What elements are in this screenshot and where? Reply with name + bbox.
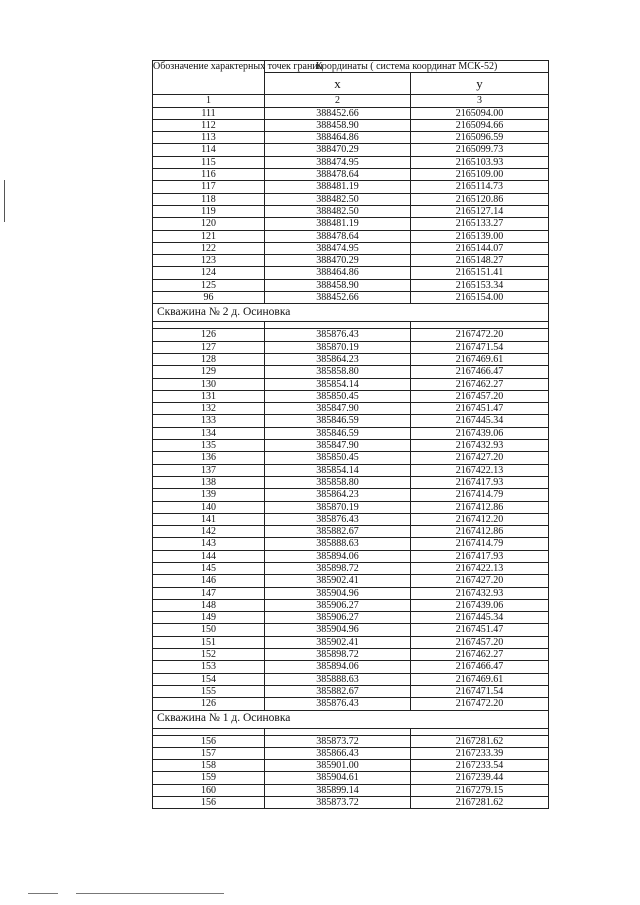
table-row xyxy=(153,440,549,452)
table-row xyxy=(153,784,549,796)
table-row xyxy=(153,772,549,784)
point-id-cell: 152 xyxy=(153,649,265,661)
y-coordinate-cell: 2167414.79 xyxy=(411,489,549,501)
y-coordinate-cell: 2167412.20 xyxy=(411,513,549,525)
x-coordinate-cell: 388481.19 xyxy=(265,218,411,230)
y-coordinate-cell: 2167469.61 xyxy=(411,353,549,365)
x-coordinate-cell: 385858.80 xyxy=(265,366,411,378)
table-row xyxy=(153,452,549,464)
y-coordinate-cell: 2167412.86 xyxy=(411,526,549,538)
point-id-cell: 120 xyxy=(153,218,265,230)
table-row xyxy=(153,587,549,599)
y-coordinate-cell: 2167417.93 xyxy=(411,550,549,562)
x-coordinate-cell: 388478.64 xyxy=(265,169,411,181)
table-row xyxy=(153,218,549,230)
point-id-cell: 96 xyxy=(153,292,265,304)
table-row xyxy=(153,279,549,291)
y-coordinate-cell: 2165099.73 xyxy=(411,144,549,156)
point-id-cell: 131 xyxy=(153,390,265,402)
column-number-row xyxy=(153,95,549,107)
x-coordinate-cell: 385847.90 xyxy=(265,440,411,452)
y-coordinate-cell: 2167466.47 xyxy=(411,366,549,378)
x-coordinate-cell: 388464.86 xyxy=(265,267,411,279)
point-id-cell: 125 xyxy=(153,279,265,291)
point-id-cell: 154 xyxy=(153,673,265,685)
x-coordinate-cell: 388470.29 xyxy=(265,255,411,267)
y-coordinate-cell: 2165144.07 xyxy=(411,242,549,254)
point-id-cell: 121 xyxy=(153,230,265,242)
y-coordinate-cell: 2165094.00 xyxy=(411,107,549,119)
section-title: Скважина № 2 д. Осиновка xyxy=(153,304,549,322)
y-coordinate-cell: 2167472.20 xyxy=(411,698,549,710)
margin-mark xyxy=(4,180,5,222)
y-coordinate-cell: 2167439.06 xyxy=(411,599,549,611)
point-id-cell: 142 xyxy=(153,526,265,538)
y-coordinate-cell: 2167432.93 xyxy=(411,440,549,452)
spacer-cell xyxy=(153,322,265,329)
x-coordinate-cell: 385876.43 xyxy=(265,698,411,710)
x-coordinate-cell: 385898.72 xyxy=(265,562,411,574)
point-id-cell: 124 xyxy=(153,267,265,279)
y-coordinate-cell: 2165096.59 xyxy=(411,132,549,144)
point-id-cell: 151 xyxy=(153,636,265,648)
x-coordinate-cell: 385864.23 xyxy=(265,489,411,501)
table-row xyxy=(153,685,549,697)
table-row xyxy=(153,747,549,759)
table-row xyxy=(153,329,549,341)
point-id-cell: 133 xyxy=(153,415,265,427)
column-number: 1 xyxy=(153,95,265,107)
x-coordinate-cell: 388482.50 xyxy=(265,193,411,205)
x-coordinate-cell: 388464.86 xyxy=(265,132,411,144)
point-id-cell: 155 xyxy=(153,685,265,697)
table-row xyxy=(153,255,549,267)
point-id-cell: 123 xyxy=(153,255,265,267)
y-coordinate-cell: 2167427.20 xyxy=(411,575,549,587)
point-id-cell: 144 xyxy=(153,550,265,562)
point-id-cell: 159 xyxy=(153,772,265,784)
table-row xyxy=(153,489,549,501)
y-coordinate-cell: 2167451.47 xyxy=(411,403,549,415)
point-id-cell: 129 xyxy=(153,366,265,378)
section-title-row xyxy=(153,304,549,322)
y-coordinate-cell: 2167422.13 xyxy=(411,562,549,574)
table-row xyxy=(153,107,549,119)
x-coordinate-cell: 385899.14 xyxy=(265,784,411,796)
table-row xyxy=(153,636,549,648)
x-coordinate-cell: 385888.63 xyxy=(265,673,411,685)
x-coordinate-cell: 385894.06 xyxy=(265,550,411,562)
y-coordinate-cell: 2167239.44 xyxy=(411,772,549,784)
x-coordinate-cell: 388458.90 xyxy=(265,279,411,291)
spacer-cell xyxy=(153,728,265,735)
y-coordinate-cell: 2165154.00 xyxy=(411,292,549,304)
y-coordinate-cell: 2167279.15 xyxy=(411,784,549,796)
y-coordinate-cell: 2167451.47 xyxy=(411,624,549,636)
table-row xyxy=(153,797,549,809)
point-id-cell: 150 xyxy=(153,624,265,636)
table-row xyxy=(153,353,549,365)
table-row xyxy=(153,562,549,574)
x-coordinate-cell: 385850.45 xyxy=(265,452,411,464)
table-row xyxy=(153,427,549,439)
table-row xyxy=(153,599,549,611)
x-coordinate-cell: 388478.64 xyxy=(265,230,411,242)
footer-line xyxy=(28,893,58,894)
coordinates-table xyxy=(152,60,549,809)
point-id-cell: 134 xyxy=(153,427,265,439)
point-id-cell: 145 xyxy=(153,562,265,574)
point-id-cell: 126 xyxy=(153,329,265,341)
x-coordinate-cell: 388458.90 xyxy=(265,119,411,131)
x-coordinate-cell: 388470.29 xyxy=(265,144,411,156)
table-row xyxy=(153,575,549,587)
point-id-cell: 111 xyxy=(153,107,265,119)
x-coordinate-cell: 385854.14 xyxy=(265,378,411,390)
x-coordinate-cell: 385858.80 xyxy=(265,476,411,488)
table-row xyxy=(153,132,549,144)
table-row xyxy=(153,526,549,538)
table-row xyxy=(153,156,549,168)
y-coordinate-cell: 2165139.00 xyxy=(411,230,549,242)
table-row xyxy=(153,181,549,193)
point-id-cell: 156 xyxy=(153,797,265,809)
point-id-cell: 114 xyxy=(153,144,265,156)
x-coordinate-cell: 385882.67 xyxy=(265,685,411,697)
section-spacer xyxy=(153,322,549,329)
point-id-cell: 118 xyxy=(153,193,265,205)
x-coordinate-cell: 385870.19 xyxy=(265,341,411,353)
y-coordinate-cell: 2167412.86 xyxy=(411,501,549,513)
table-row xyxy=(153,550,549,562)
spacer-cell xyxy=(411,322,549,329)
table-row xyxy=(153,205,549,217)
y-coordinate-cell: 2167469.61 xyxy=(411,673,549,685)
x-coordinate-cell: 385854.14 xyxy=(265,464,411,476)
point-id-cell: 140 xyxy=(153,501,265,513)
x-coordinate-cell: 385898.72 xyxy=(265,649,411,661)
table-row xyxy=(153,464,549,476)
x-coordinate-cell: 388474.95 xyxy=(265,156,411,168)
point-id-cell: 146 xyxy=(153,575,265,587)
y-coordinate-cell: 2167457.20 xyxy=(411,636,549,648)
table-row xyxy=(153,476,549,488)
point-id-cell: 153 xyxy=(153,661,265,673)
point-id-cell: 127 xyxy=(153,341,265,353)
header-x: х xyxy=(265,73,411,95)
y-coordinate-cell: 2167417.93 xyxy=(411,476,549,488)
y-coordinate-cell: 2167445.34 xyxy=(411,415,549,427)
x-coordinate-cell: 385906.27 xyxy=(265,612,411,624)
y-coordinate-cell: 2165151.41 xyxy=(411,267,549,279)
y-coordinate-cell: 2165109.00 xyxy=(411,169,549,181)
x-coordinate-cell: 385882.67 xyxy=(265,526,411,538)
point-id-cell: 137 xyxy=(153,464,265,476)
y-coordinate-cell: 2167472.20 xyxy=(411,329,549,341)
y-coordinate-cell: 2167432.93 xyxy=(411,587,549,599)
point-id-cell: 132 xyxy=(153,403,265,415)
x-coordinate-cell: 385894.06 xyxy=(265,661,411,673)
table-row xyxy=(153,390,549,402)
x-coordinate-cell: 388481.19 xyxy=(265,181,411,193)
table-row xyxy=(153,501,549,513)
point-id-cell: 135 xyxy=(153,440,265,452)
x-coordinate-cell: 385876.43 xyxy=(265,329,411,341)
x-coordinate-cell: 385870.19 xyxy=(265,501,411,513)
point-id-cell: 115 xyxy=(153,156,265,168)
header-designation: Обозначение характерных точек границ xyxy=(153,61,265,95)
y-coordinate-cell: 2165094.66 xyxy=(411,119,549,131)
y-coordinate-cell: 2167445.34 xyxy=(411,612,549,624)
spacer-cell xyxy=(265,728,411,735)
column-number: 3 xyxy=(411,95,549,107)
y-coordinate-cell: 2167462.27 xyxy=(411,378,549,390)
point-id-cell: 138 xyxy=(153,476,265,488)
x-coordinate-cell: 388452.66 xyxy=(265,107,411,119)
table-row xyxy=(153,119,549,131)
x-coordinate-cell: 385847.90 xyxy=(265,403,411,415)
point-id-cell: 148 xyxy=(153,599,265,611)
y-coordinate-cell: 2167233.54 xyxy=(411,760,549,772)
footer-line xyxy=(76,893,224,894)
header-row xyxy=(153,61,549,73)
table-row xyxy=(153,341,549,353)
y-coordinate-cell: 2165133.27 xyxy=(411,218,549,230)
point-id-cell: 158 xyxy=(153,760,265,772)
table-row xyxy=(153,292,549,304)
x-coordinate-cell: 385873.72 xyxy=(265,797,411,809)
point-id-cell: 126 xyxy=(153,698,265,710)
x-coordinate-cell: 385904.96 xyxy=(265,624,411,636)
y-coordinate-cell: 2167466.47 xyxy=(411,661,549,673)
x-coordinate-cell: 385901.00 xyxy=(265,760,411,772)
point-id-cell: 160 xyxy=(153,784,265,796)
y-coordinate-cell: 2165127.14 xyxy=(411,205,549,217)
point-id-cell: 136 xyxy=(153,452,265,464)
table-row xyxy=(153,242,549,254)
point-id-cell: 116 xyxy=(153,169,265,181)
table-row xyxy=(153,624,549,636)
table-row xyxy=(153,698,549,710)
table-row xyxy=(153,612,549,624)
y-coordinate-cell: 2165148.27 xyxy=(411,255,549,267)
x-coordinate-cell: 385850.45 xyxy=(265,390,411,402)
x-coordinate-cell: 385902.41 xyxy=(265,636,411,648)
table-row xyxy=(153,735,549,747)
header-coordinates: Координаты ( система координат МСК-52) xyxy=(265,61,549,73)
point-id-cell: 143 xyxy=(153,538,265,550)
point-id-cell: 117 xyxy=(153,181,265,193)
y-coordinate-cell: 2167414.79 xyxy=(411,538,549,550)
point-id-cell: 119 xyxy=(153,205,265,217)
point-id-cell: 149 xyxy=(153,612,265,624)
y-coordinate-cell: 2167281.62 xyxy=(411,797,549,809)
x-coordinate-cell: 385873.72 xyxy=(265,735,411,747)
column-number: 2 xyxy=(265,95,411,107)
x-coordinate-cell: 385904.61 xyxy=(265,772,411,784)
spacer-cell xyxy=(411,728,549,735)
y-coordinate-cell: 2167457.20 xyxy=(411,390,549,402)
y-coordinate-cell: 2165153.34 xyxy=(411,279,549,291)
x-coordinate-cell: 388474.95 xyxy=(265,242,411,254)
table-row xyxy=(153,415,549,427)
point-id-cell: 128 xyxy=(153,353,265,365)
y-coordinate-cell: 2167471.54 xyxy=(411,685,549,697)
table-row xyxy=(153,538,549,550)
x-coordinate-cell: 385902.41 xyxy=(265,575,411,587)
table-row xyxy=(153,673,549,685)
table-row xyxy=(153,661,549,673)
section-spacer xyxy=(153,728,549,735)
point-id-cell: 122 xyxy=(153,242,265,254)
table-row xyxy=(153,169,549,181)
x-coordinate-cell: 388452.66 xyxy=(265,292,411,304)
spacer-cell xyxy=(265,322,411,329)
point-id-cell: 157 xyxy=(153,747,265,759)
point-id-cell: 147 xyxy=(153,587,265,599)
x-coordinate-cell: 385846.59 xyxy=(265,415,411,427)
point-id-cell: 139 xyxy=(153,489,265,501)
y-coordinate-cell: 2167462.27 xyxy=(411,649,549,661)
x-coordinate-cell: 388482.50 xyxy=(265,205,411,217)
table-row xyxy=(153,378,549,390)
y-coordinate-cell: 2167233.39 xyxy=(411,747,549,759)
y-coordinate-cell: 2165114.73 xyxy=(411,181,549,193)
point-id-cell: 112 xyxy=(153,119,265,131)
y-coordinate-cell: 2167471.54 xyxy=(411,341,549,353)
point-id-cell: 113 xyxy=(153,132,265,144)
x-coordinate-cell: 385866.43 xyxy=(265,747,411,759)
x-coordinate-cell: 385906.27 xyxy=(265,599,411,611)
section-title-row xyxy=(153,710,549,728)
table-row xyxy=(153,760,549,772)
x-coordinate-cell: 385846.59 xyxy=(265,427,411,439)
point-id-cell: 130 xyxy=(153,378,265,390)
point-id-cell: 141 xyxy=(153,513,265,525)
table-row xyxy=(153,230,549,242)
x-coordinate-cell: 385888.63 xyxy=(265,538,411,550)
table-row xyxy=(153,366,549,378)
y-coordinate-cell: 2165103.93 xyxy=(411,156,549,168)
table-row xyxy=(153,513,549,525)
x-coordinate-cell: 385904.96 xyxy=(265,587,411,599)
y-coordinate-cell: 2167427.20 xyxy=(411,452,549,464)
y-coordinate-cell: 2167281.62 xyxy=(411,735,549,747)
y-coordinate-cell: 2167422.13 xyxy=(411,464,549,476)
y-coordinate-cell: 2165120.86 xyxy=(411,193,549,205)
table-row xyxy=(153,144,549,156)
table-row xyxy=(153,193,549,205)
x-coordinate-cell: 385876.43 xyxy=(265,513,411,525)
y-coordinate-cell: 2167439.06 xyxy=(411,427,549,439)
table-row xyxy=(153,267,549,279)
section-title: Скважина № 1 д. Осиновка xyxy=(153,710,549,728)
table-row xyxy=(153,649,549,661)
x-coordinate-cell: 385864.23 xyxy=(265,353,411,365)
table-row xyxy=(153,403,549,415)
point-id-cell: 156 xyxy=(153,735,265,747)
header-y: у xyxy=(411,73,549,95)
